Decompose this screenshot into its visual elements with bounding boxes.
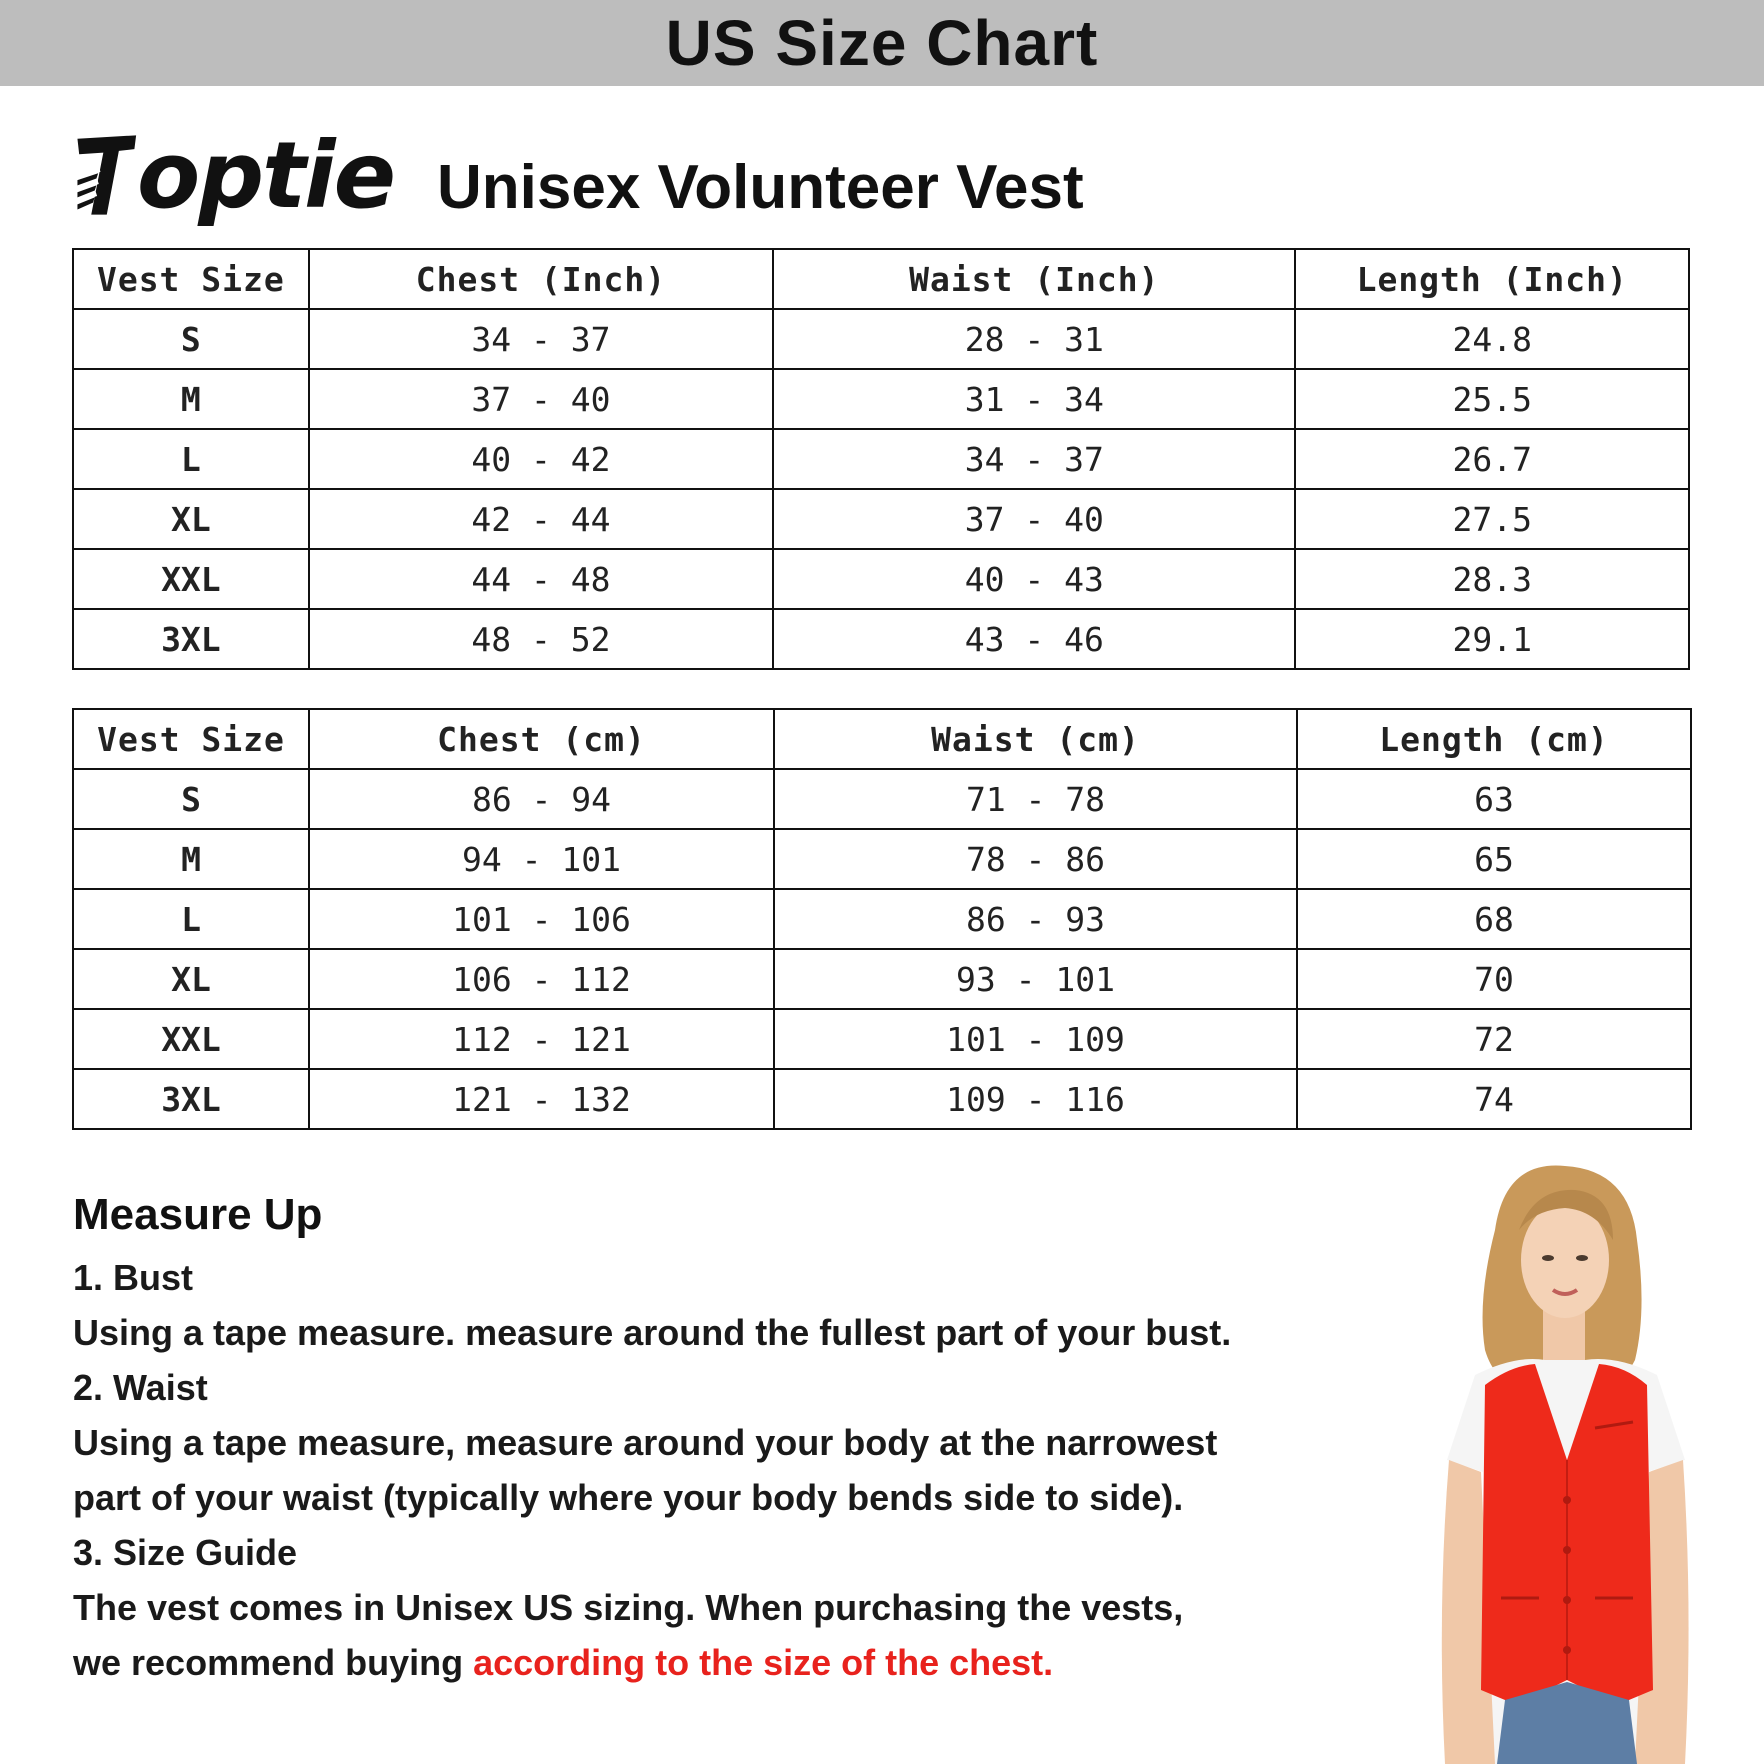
length-cell: 68 (1297, 889, 1691, 949)
guide-text-line-2 (73, 1635, 1403, 1690)
vest-button (1563, 1496, 1571, 1504)
length-cell: 26.7 (1295, 429, 1689, 489)
length-cell: 27.5 (1295, 489, 1689, 549)
waist-cell: 93 - 101 (774, 949, 1297, 1009)
column-header: Chest (cm) (309, 709, 774, 769)
chest-cell: 48 - 52 (309, 609, 773, 669)
size-cell: L (73, 429, 309, 489)
waist-title: 2. Waist (73, 1367, 208, 1408)
waist-text-line-2: part of your waist (typically where your body bends side to side). (73, 1477, 1184, 1518)
column-header: Length (Inch) (1295, 249, 1689, 309)
length-cell: 74 (1297, 1069, 1691, 1129)
chest-cell: 112 - 121 (309, 1009, 774, 1069)
waist-cell: 43 - 46 (773, 609, 1295, 669)
product-title: Unisex Volunteer Vest (437, 153, 1084, 222)
column-header: Waist (Inch) (773, 249, 1295, 309)
size-cell: XL (73, 489, 309, 549)
size-cell: M (73, 829, 309, 889)
model-photo (1385, 1160, 1725, 1764)
size-table-cm (72, 708, 1692, 1130)
length-cell: 63 (1297, 769, 1691, 829)
table-row (73, 369, 1689, 429)
waist-text-line-1: Using a tape measure, measure around your body at the narrowest (73, 1422, 1218, 1463)
table-row (73, 549, 1689, 609)
chest-cell: 94 - 101 (309, 829, 774, 889)
eye-left (1542, 1255, 1554, 1261)
length-cell: 24.8 (1295, 309, 1689, 369)
size-table-inch (72, 248, 1690, 670)
guide-text-prefix: we recommend buying (73, 1642, 474, 1683)
chest-cell: 42 - 44 (309, 489, 773, 549)
table-row (73, 489, 1689, 549)
chest-cell: 106 - 112 (309, 949, 774, 1009)
table-row (73, 309, 1689, 369)
vest-button (1563, 1596, 1571, 1604)
size-cell: XXL (73, 549, 309, 609)
vest-button (1563, 1646, 1571, 1654)
waist-cell: 71 - 78 (774, 769, 1297, 829)
logo-mark-icon (74, 125, 143, 225)
length-cell: 65 (1297, 829, 1691, 889)
size-cell: L (73, 889, 309, 949)
logo-wordmark: optie (137, 121, 394, 229)
eye-right (1576, 1255, 1588, 1261)
waist-cell: 86 - 93 (774, 889, 1297, 949)
table-row (73, 609, 1689, 669)
size-cell: 3XL (73, 1069, 309, 1129)
table-row (73, 1009, 1691, 1069)
bust-title: 1. Bust (73, 1257, 194, 1298)
chest-cell: 121 - 132 (309, 1069, 774, 1129)
column-header: Vest Size (73, 709, 309, 769)
chest-cell: 86 - 94 (309, 769, 774, 829)
vest-button (1563, 1546, 1571, 1554)
length-cell: 25.5 (1295, 369, 1689, 429)
column-header: Vest Size (73, 249, 309, 309)
waist-cell: 78 - 86 (774, 829, 1297, 889)
length-cell: 70 (1297, 949, 1691, 1009)
table-row (73, 949, 1691, 1009)
size-cell: XXL (73, 1009, 309, 1069)
chest-cell: 40 - 42 (309, 429, 773, 489)
table-row (73, 429, 1689, 489)
size-cell: S (73, 309, 309, 369)
chest-cell: 37 - 40 (309, 369, 773, 429)
length-cell: 29.1 (1295, 609, 1689, 669)
table-row (73, 889, 1691, 949)
header-banner (0, 0, 1764, 86)
page-title: US Size Chart (665, 7, 1099, 79)
chest-cell: 44 - 48 (309, 549, 773, 609)
column-header: Waist (cm) (774, 709, 1297, 769)
size-cell: M (73, 369, 309, 429)
chest-cell: 34 - 37 (309, 309, 773, 369)
length-cell: 72 (1297, 1009, 1691, 1069)
table-row (73, 1069, 1691, 1129)
table-row (73, 829, 1691, 889)
bust-text: Using a tape measure. measure around the fullest part of your bust. (73, 1312, 1232, 1353)
size-cell: 3XL (73, 609, 309, 669)
length-cell: 28.3 (1295, 549, 1689, 609)
waist-cell: 40 - 43 (773, 549, 1295, 609)
column-header: Length (cm) (1297, 709, 1691, 769)
waist-cell: 28 - 31 (773, 309, 1295, 369)
measure-heading: Measure Up (73, 1190, 323, 1239)
size-cell: S (73, 769, 309, 829)
table-row (73, 769, 1691, 829)
waist-cell: 37 - 40 (773, 489, 1295, 549)
waist-cell: 109 - 116 (774, 1069, 1297, 1129)
waist-cell: 34 - 37 (773, 429, 1295, 489)
waist-cell: 31 - 34 (773, 369, 1295, 429)
waist-cell: 101 - 109 (774, 1009, 1297, 1069)
column-header: Chest (Inch) (309, 249, 773, 309)
measure-guide (73, 1190, 1403, 1690)
table-header-row (73, 709, 1691, 769)
guide-text-line-1: The vest comes in Unisex US sizing. When purchasing the vests, (73, 1587, 1184, 1628)
size-cell: XL (73, 949, 309, 1009)
chest-cell: 101 - 106 (309, 889, 774, 949)
table-header-row (73, 249, 1689, 309)
guide-highlight: according to the size of the chest. (473, 1642, 1054, 1683)
brand-logo (74, 120, 394, 230)
guide-title: 3. Size Guide (73, 1532, 298, 1573)
